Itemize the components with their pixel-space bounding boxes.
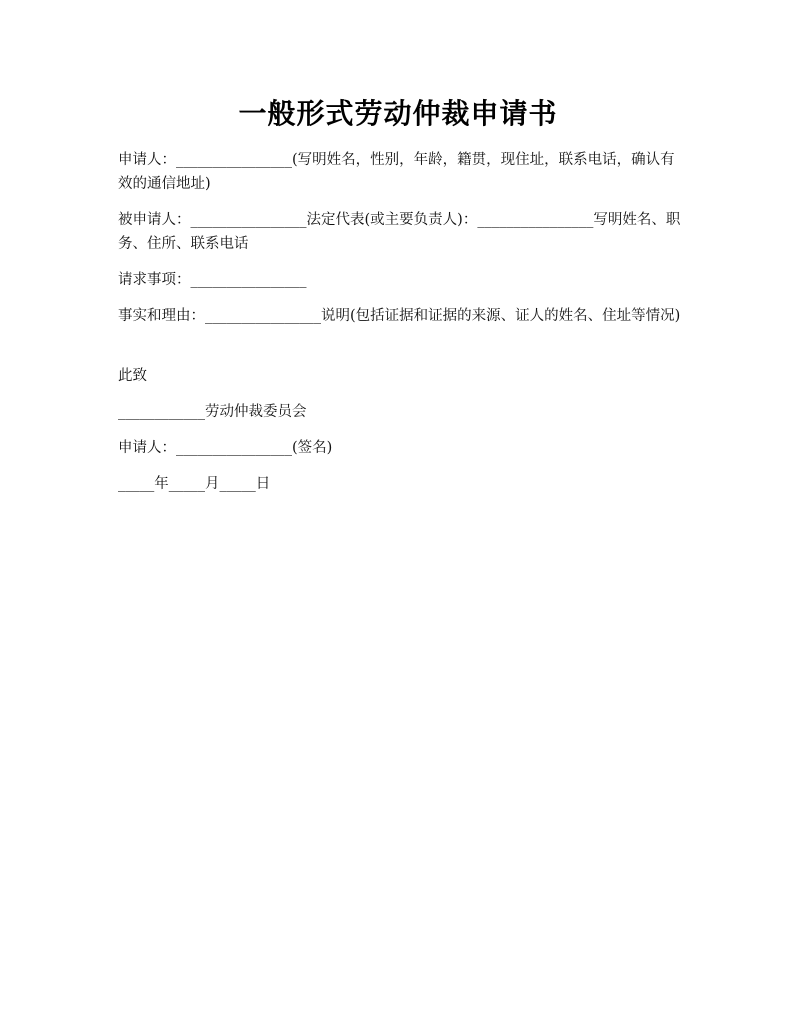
signature-line: [118, 436, 684, 460]
legal-rep-label: 法定代表(或主要负责人)：: [306, 212, 478, 228]
committee-text: 劳动仲裁委员会: [205, 404, 307, 420]
signature-blank: ________________: [176, 440, 292, 456]
salutation-line: [118, 364, 684, 388]
day-blank: _____: [219, 476, 256, 492]
year-label: 年: [154, 476, 169, 492]
month-label: 月: [205, 476, 220, 492]
applicant-line: [118, 148, 684, 196]
claims-label: 请求事项：: [118, 272, 191, 288]
facts-line: [118, 304, 684, 328]
facts-instructions: 说明(包括证据和证据的来源、证人的姓名、住址等情况): [321, 308, 681, 324]
applicant-label: 申请人：: [118, 152, 176, 168]
facts-label: 事实和理由：: [118, 308, 205, 324]
respondent-label: 被申请人：: [118, 212, 191, 228]
document-title: 一般形式劳动仲裁申请书: [238, 97, 558, 130]
respondent-instructions: 写明姓名、职务、住所、联系电话: [118, 212, 681, 252]
committee-blank: ____________: [118, 404, 205, 420]
applicant-blank: ________________: [176, 152, 292, 168]
year-blank: _____: [118, 476, 155, 492]
day-label: 日: [255, 476, 271, 492]
date-line: [118, 472, 684, 496]
signature-note: (签名): [292, 440, 333, 456]
claims-line: [118, 268, 684, 292]
signature-label: 申请人：: [118, 440, 176, 456]
committee-line: [118, 400, 684, 424]
legal-rep-blank: ________________: [477, 212, 594, 228]
applicant-instructions: (写明姓名，性别，年龄，籍贯，现住址，联系电话，确认有效的通信地址): [118, 152, 675, 192]
facts-blank: ________________: [205, 308, 321, 324]
month-blank: _____: [168, 476, 205, 492]
respondent-line: [118, 208, 684, 256]
respondent-blank: ________________: [190, 212, 307, 228]
salutation-text: 此致: [118, 368, 147, 384]
claims-blank: ________________: [190, 272, 307, 288]
